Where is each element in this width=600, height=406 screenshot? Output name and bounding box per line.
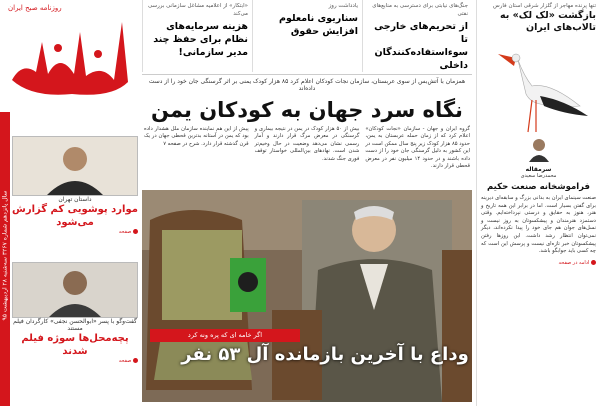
top-teasers xyxy=(142,0,472,72)
lead-column: گروه ایران و جهان - سازمان «نجات کودکان» اعلام کرد که از زمان حمله عربستان به یمن، حدود ۸۵ هزار کودک زیر پنج سال ممکن است در این کشور به دلیل گرسنگی جان خود را از دست داده باشند و در حدود ۱۴ میلیون نفر در معرض قحطی قرار دارند. xyxy=(365,126,471,170)
photo-caption: داستان تهران xyxy=(58,196,92,203)
director-photo xyxy=(12,262,138,318)
teaser-3[interactable] xyxy=(142,0,252,72)
teaser-kicker: جنگ‌های نیابتی برای دسترسی به منابع‌های نفتی xyxy=(372,3,468,17)
editorial-title[interactable]: فراموشخانه صنعت حکیم xyxy=(487,182,590,192)
photo-caption: گفت‌وگو با پسر «ابوالحسن نجفی» کارگردان فیلم مستند xyxy=(13,318,137,332)
lead-headline[interactable]: نگاه سرد جهان به کودکان یمن xyxy=(151,98,463,122)
left-column xyxy=(12,112,138,406)
logo-area xyxy=(0,0,140,112)
right-column xyxy=(476,0,600,406)
logo-subtitle: روزنامه صبح ایران xyxy=(8,4,62,12)
lead-column: پیش از این هم نماینده سازمان ملل هشدار داده بود که یمن در آستانه بدترین قحطی جهان در یک قرن گذشته قرار دارد. شرح در صفحه ۷ xyxy=(143,126,249,147)
logo-icon xyxy=(2,2,138,110)
editor-avatar xyxy=(527,136,551,162)
photo-headline[interactable]: وداع با آخرین بازمانده آل ۵۳ نفر xyxy=(181,344,469,365)
byline-name: محمدرضا سعیدی xyxy=(520,173,557,179)
left-story-1[interactable] xyxy=(12,136,138,235)
columnist-photo xyxy=(12,136,138,196)
teaser-title: سناریوی نامعلوم افزایش حقوق xyxy=(279,13,358,37)
person-icon xyxy=(13,137,137,195)
teaser-title: هزینه سرمایه‌های نظام برای حفظ چند مدیر سازمانی! xyxy=(153,21,248,58)
more-link: ادامه در صفحه xyxy=(558,259,590,266)
editorial-body: صنعت سینمای ایران به بدانی بزرگ و سابقه‌ای دیرینه برای گفتن بسیار است. اما در برابر این همه تاریخ و هنر، هنوز به حقایق و درستی نپرداخته‌ایم. وقتی دستمزد هنرمندان و پیشکسوتان به روز نیست و نسل‌های جوان هم جای خود را پیدا نکرده‌اند، دیگر نمی‌توان انتظار رشد داشت. این روزها رفتن پیشکسوتان خبر تازه‌ای نیست و پرسش این است که چه کسی باید جوابگو باشد. xyxy=(481,195,596,255)
story-headline: موارد پوشویی کم گزارش می‌شود xyxy=(12,204,138,228)
byline-label: سرمقاله xyxy=(525,166,552,173)
main-photo[interactable] xyxy=(142,190,472,402)
lead-column: بیش از ۵۰ هزار کودک در یمن در نتیجه بیماری و گرسنگی در معرض مرگ قرار دارند و آمار رسمی نشان می‌دهد وضعیت در حال وخیم‌تر شدن است. نهادهای بین‌المللی خواستار توقف فوری جنگ شدند. xyxy=(254,126,360,162)
bullet-icon xyxy=(133,358,138,363)
issue-info: سال پانزدهم شماره ۳۲۶۷ سه‌شنبه ۲۸ اردیبهشت ۹۵ xyxy=(1,190,9,321)
stork-photo xyxy=(480,36,596,136)
left-story-2[interactable] xyxy=(12,262,138,364)
lead-body xyxy=(142,126,472,170)
stork-icon xyxy=(480,36,596,136)
photo-caption-badge: اگر خامه ای که پره ونه کرد xyxy=(150,329,300,342)
right-title: بازگشت «لک لک» به تالاب‌های ایران xyxy=(500,10,596,33)
right-kicker: تنها پرنده مهاجر از گلزار شرقی استان فارس xyxy=(493,3,596,9)
teaser-2[interactable] xyxy=(252,0,362,72)
person-icon xyxy=(13,263,137,317)
teaser-title: از تحریم‌های خارجی تا سوءاستفاده‌کنندگان داخلی xyxy=(374,21,468,71)
right-teaser[interactable] xyxy=(481,2,596,34)
story-headline: پچه‌محل‌ها سوژه فیلم شدند xyxy=(21,333,129,357)
bullet-icon xyxy=(133,229,138,234)
more-link: صفحه xyxy=(118,358,132,364)
elderly-man-photo xyxy=(142,190,472,402)
bullet-icon xyxy=(591,260,596,265)
lead-story xyxy=(142,74,472,190)
lead-kicker: همزمان با آتش‌بس از سوی عربستان، سازمان نجات کودکان اعلام کرد ۸۵ هزار کودک یمنی بر اثر گرسنگی جان خود را از دست داده‌اند xyxy=(148,78,466,92)
more-link: صفحه xyxy=(118,229,132,235)
teaser-1[interactable] xyxy=(362,0,472,72)
newspaper-logo xyxy=(2,2,138,110)
issue-info-strip xyxy=(0,112,10,406)
teaser-kicker: «ابتکار» از اعلامیه مشاغل سازمانی بررسی می‌کند xyxy=(147,3,248,17)
teaser-kicker: یادداشت روز xyxy=(328,3,358,9)
